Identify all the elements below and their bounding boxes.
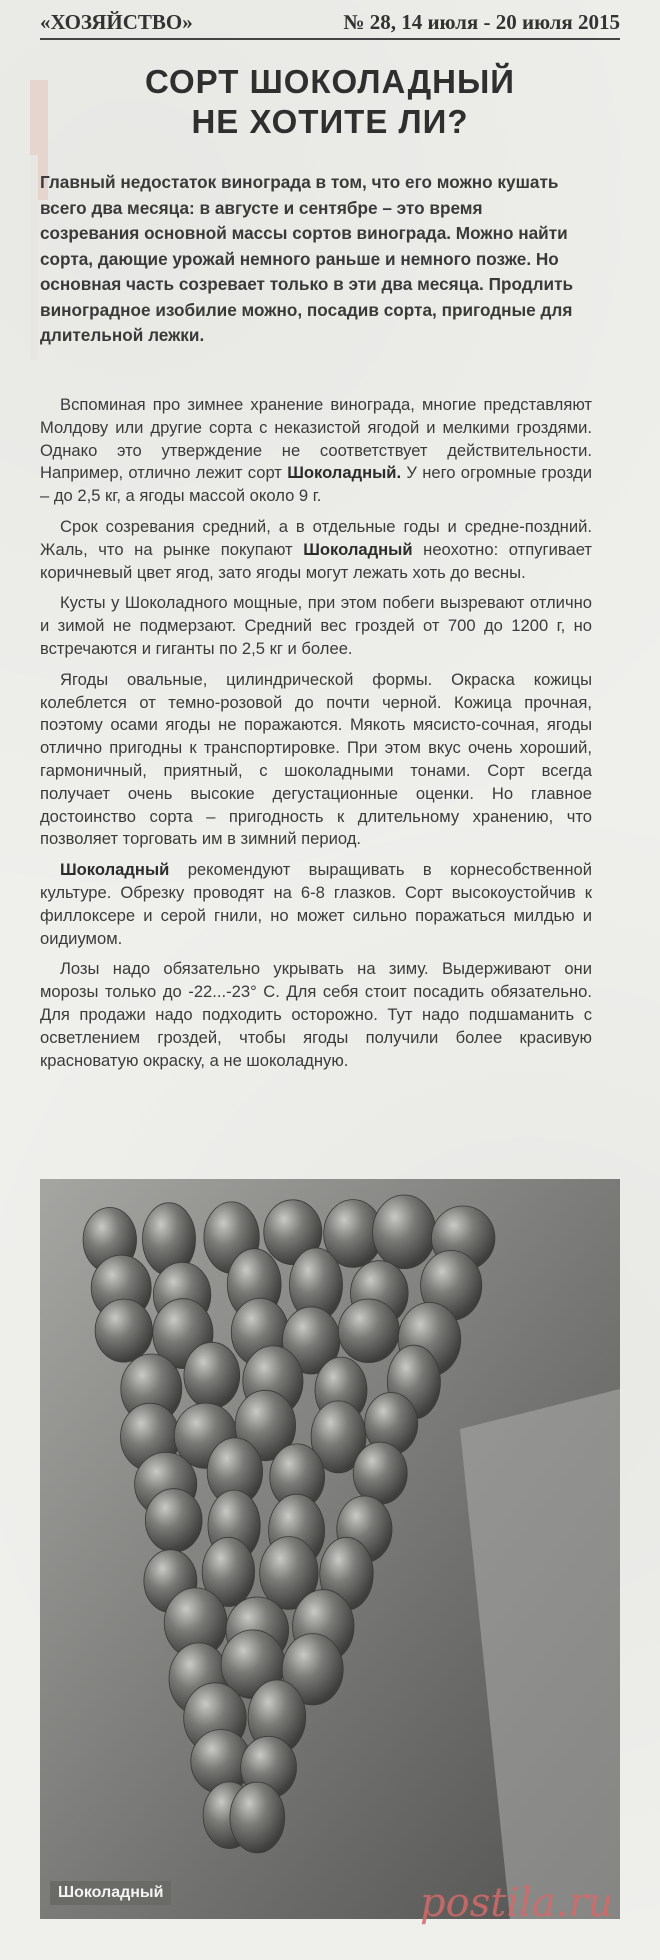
paragraph-3: Кусты у Шоколадного мощные, при этом побеги вызревают отлично и зимой не подмерзают. Средний вес гроздей от 700 до 1200 г, но встречаются и гиганты по 2,5 кг и более. (40, 593, 592, 658)
grape-bunch-illustration (40, 1179, 620, 1919)
watermark-logo: postila.ru (420, 1880, 614, 1926)
grape-berry (95, 1299, 152, 1362)
grape-berry (353, 1442, 407, 1504)
grape-berry (184, 1342, 240, 1408)
paragraph-2: Срок созревания средний, а в отдельные годы и средне-поздний. Жаль, что на рынке покупают Шоколадный неохотно: отпугивает коричневый цвет ягод, зато ягоды могут лежать хоть до весны. (40, 516, 592, 582)
lead-background (30, 155, 38, 360)
issue-info: № 28, 14 июля - 20 июля 2015 (343, 10, 620, 34)
photo-caption: Шоколадный (50, 1881, 171, 1905)
grape-berry (230, 1782, 285, 1853)
article-body (40, 394, 592, 1080)
paragraph-4: Ягоды овальные, цилиндрической формы. Окраска кожицы колеблется от темно-розовой до почти черной. Кожица прочная, поэтому осами ягоды не поражаются. Мякоть мясисто-сочная, ягоды отлично пригодны к транспортировке. При этом вкус очень хороший, гармоничный, приятный, с шоколадными тонами. Сорт всегда получает очень высокие дегустационные оценки. Но главное достоинство сорта – пригодность к длительному хранению, что позволяет торговать им в зимний период. (40, 669, 592, 849)
article-title-line-1: СОРТ ШОКОЛАДНЫЙ (145, 63, 515, 100)
newspaper-name: «ХОЗЯЙСТВО» (40, 10, 193, 34)
grape-berry (145, 1489, 202, 1552)
article-title (40, 62, 620, 142)
masthead (40, 8, 620, 40)
article-title-line-2: НЕ ХОТИТЕ ЛИ? (191, 103, 469, 140)
paragraph-6: Лозы надо обязательно укрывать на зиму. Выдерживают они морозы только до -22...-23° С. Для себя стоит посадить обязательно. Для продажи надо подходить осторожно. Тут надо подшаманить с осветлением гроздей, чтобы ягоды получили более красивую красноватую окраску, а не шоколадную. (40, 959, 592, 1070)
paragraph-5: Шоколадный рекомендуют выращивать в корнесобственной культуре. Обрезку проводят на 6-8 глазков. Сорт высокоустойчив к филлоксере и серой гнили, но может сильно поражаться милдью и оидиумом. (40, 860, 592, 948)
paragraph-1: Вспоминая про зимнее хранение винограда, многие представляют Молдову или другие сорта с неказистой ягодой и мелкими гроздями. Однако это утверждение не соответствует действительности. Например, отлично лежит сорт Шоколадный. У него огромные грозди – до 2,5 кг, а ягоды массой около 9 г. (40, 395, 593, 506)
article-lead: Главный недостаток винограда в том, что его можно кушать всего два месяца: в августе и сентябре – это время созревания основной массы сортов винограда. Можно найти сорта, дающие урожай немного раньше и немного позже. Но основная часть созревает только в эти два месяца. Продлить виноградное изобилие можно, посадив сорта, пригодные для длительной лежки. (40, 172, 574, 345)
grape-photo (40, 1179, 620, 1919)
grape-berry (373, 1195, 436, 1269)
grape-berry (338, 1299, 399, 1363)
